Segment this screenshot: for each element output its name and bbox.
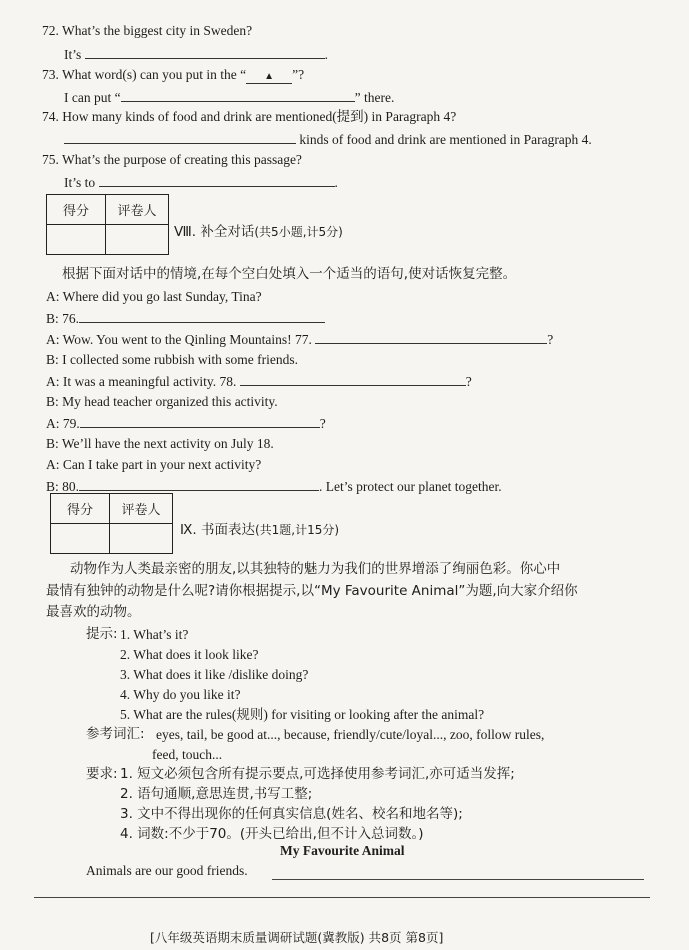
tip-3: 3. What does it like /dislike doing? xyxy=(120,667,309,682)
writing-line-2[interactable] xyxy=(34,897,650,898)
tips-label: 提示: xyxy=(86,626,118,642)
answer-74 xyxy=(64,132,592,147)
score-cell[interactable] xyxy=(47,225,106,255)
vocab-label: 参考词汇: xyxy=(86,726,145,742)
score-header: 得分 xyxy=(51,494,110,524)
score-box-1 xyxy=(46,194,169,255)
dialogue-line-7-prefix: A: 79. xyxy=(46,416,80,431)
section-8-subtitle: (共5小题,计5分) xyxy=(254,225,343,239)
requirements-label: 要求: xyxy=(86,766,118,782)
answer-75 xyxy=(64,175,338,190)
section-9-title: Ⅸ. 书面表达 xyxy=(180,522,255,538)
requirement-3: 3. 文中不得出现你的任何真实信息(姓名、校名和地名等); xyxy=(120,806,463,822)
dialogue-line-10-suffix: . Let’s protect our planet together. xyxy=(319,479,502,494)
section-9-subtitle: (共1题,计15分) xyxy=(254,523,340,537)
question-73 xyxy=(42,68,304,84)
answer-blank-76[interactable] xyxy=(79,311,325,323)
answer-blank-73[interactable] xyxy=(121,90,355,102)
question-73-suffix: ”? xyxy=(292,67,305,82)
dialogue-line-8: B: We’ll have the next activity on July 18. xyxy=(46,436,274,451)
question-75: 75. What’s the purpose of creating this passage? xyxy=(42,152,302,167)
essay-opening: Animals are our good friends. xyxy=(86,863,248,878)
question-72: 72. What’s the biggest city in Sweden? xyxy=(42,23,253,38)
dialogue-line-10 xyxy=(46,479,502,494)
grader-header: 评卷人 xyxy=(110,494,173,524)
answer-blank-79[interactable] xyxy=(80,416,320,428)
answer-75-suffix: . xyxy=(334,175,338,190)
answer-blank-72[interactable] xyxy=(85,47,325,59)
question-73-text: 73. What word(s) can you put in the “ xyxy=(42,67,247,82)
answer-72 xyxy=(64,47,328,62)
dialogue-line-6: B: My head teacher organized this activity. xyxy=(46,394,278,409)
dialogue-line-3-prefix: A: Wow. You went to the Qinling Mountains! 77. xyxy=(46,332,312,347)
grader-header: 评卷人 xyxy=(106,195,169,225)
writing-prompt-line-3: 最喜欢的动物。 xyxy=(46,604,141,620)
answer-73 xyxy=(64,90,394,105)
answer-blank-77[interactable] xyxy=(315,332,547,344)
vocab-line-2: feed, touch... xyxy=(152,747,223,762)
grader-cell[interactable] xyxy=(106,225,169,255)
dialogue-line-10-prefix: B: 80. xyxy=(46,479,80,494)
grader-cell[interactable] xyxy=(110,524,173,554)
answer-blank-78[interactable] xyxy=(240,374,466,386)
answer-72-suffix: . xyxy=(324,47,329,62)
triangle-icon: ▲ xyxy=(246,72,292,84)
answer-72-prefix: It’s xyxy=(64,47,82,62)
tip-5: 5. What are the rules(规则) for visiting or looking after the animal? xyxy=(120,707,485,722)
answer-blank-75[interactable] xyxy=(99,175,335,187)
page-footer: [八年级英语期末质量调研试题(冀教版) 共8页 第8页] xyxy=(150,930,444,945)
dialogue-line-1: A: Where did you go last Sunday, Tina? xyxy=(46,289,262,304)
answer-73-prefix: I can put “ xyxy=(64,90,121,105)
answer-blank-74[interactable] xyxy=(64,132,296,144)
dialogue-line-3-suffix: ? xyxy=(547,332,554,347)
answer-74-suffix: kinds of food and drink are mentioned in Paragraph 4. xyxy=(299,132,592,147)
tip-2: 2. What does it look like? xyxy=(120,647,259,662)
dialogue-line-5-prefix: A: It was a meaningful activity. 78. xyxy=(46,374,237,389)
tip-4: 4. Why do you like it? xyxy=(120,687,241,702)
section-8-title: Ⅷ. 补全对话 xyxy=(174,224,255,240)
requirement-4: 4. 词数:不少于70。(开头已给出,但不计入总词数。) xyxy=(120,826,424,842)
dialogue-line-2-prefix: B: 76. xyxy=(46,311,80,326)
score-header: 得分 xyxy=(47,195,106,225)
answer-75-prefix: It’s to xyxy=(64,175,96,190)
dialogue-line-2 xyxy=(46,311,325,326)
dialogue-line-3 xyxy=(46,332,553,347)
section-8-heading xyxy=(174,220,343,240)
dialogue-line-7-suffix: ? xyxy=(319,416,326,431)
writing-prompt-line-2: 最情有独钟的动物是什么呢?请你根据提示,以“My Favourite Animal”为题,向大家介绍你 xyxy=(46,583,578,599)
writing-prompt-line-1: 动物作为人类最亲密的朋友,以其独特的魅力为我们的世界增添了绚丽色彩。你心中 xyxy=(70,561,561,577)
dialogue-line-9: A: Can I take part in your next activity? xyxy=(46,457,262,472)
requirement-1: 1. 短文必须包含所有提示要点,可选择使用参考词汇,亦可适当发挥; xyxy=(120,766,515,782)
dialogue-instructions: 根据下面对话中的情境,在每个空白处填入一个适当的语句,使对话恢复完整。 xyxy=(62,266,517,282)
score-box-2 xyxy=(50,493,173,554)
dialogue-line-7 xyxy=(46,416,326,431)
dialogue-line-4: B: I collected some rubbish with some friends. xyxy=(46,352,298,367)
writing-line-1[interactable] xyxy=(272,879,644,880)
score-cell[interactable] xyxy=(51,524,110,554)
answer-blank-80[interactable] xyxy=(79,479,319,491)
essay-title: My Favourite Animal xyxy=(280,843,405,858)
requirement-2: 2. 语句通顺,意思连贯,书写工整; xyxy=(120,786,313,802)
question-74: 74. How many kinds of food and drink are mentioned(提到) in Paragraph 4? xyxy=(42,109,457,124)
section-9-heading xyxy=(180,518,339,538)
vocab-line-1: eyes, tail, be good at..., because, friendly/cute/loyal..., zoo, follow rules, xyxy=(156,727,545,742)
answer-73-suffix: ” there. xyxy=(354,90,395,105)
tip-1: 1. What’s it? xyxy=(120,627,189,642)
dialogue-line-5-suffix: ? xyxy=(465,374,472,389)
dialogue-line-5 xyxy=(46,374,472,389)
